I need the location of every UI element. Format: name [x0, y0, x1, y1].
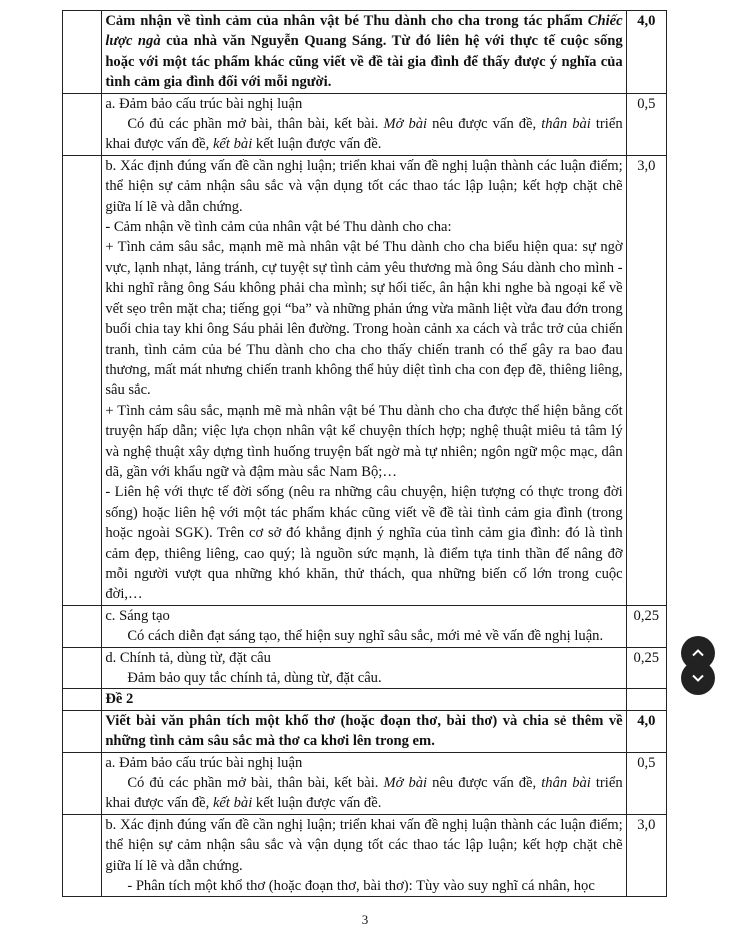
scroll-down-button[interactable] — [681, 661, 715, 695]
question-text: Viết bài văn phân tích một khổ thơ (hoặc đoạn thơ, bài thơ) và chia sẻ thêm về những tình cảm sâu sắc mà thơ ca khơi lên trong em. — [102, 710, 626, 752]
body-text: kết luận được vấn đề. — [252, 136, 382, 153]
section-heading: Đề 2 — [102, 689, 626, 710]
criterion-title: a. Đảm bảo cấu trúc bài nghị luận — [105, 754, 303, 771]
criterion-cell — [102, 647, 626, 689]
criterion-point: + Tình cảm sâu sắc, mạnh mẽ mà nhân vật bé Thu dành cho cha biểu hiện qua: sự ngờ vực, lạnh nhạt, lảng tránh, cự tuyệt sự tình cảm yêu thương mà ông Sáu dành cho mình - khi nghĩ rằng ông Sáu không phải cha mình; sự hối tiếc, ân hận khi nghe bà ngoại kể về vết sẹo trên mặt cha; tiếng gọi “ba” và những phản ứng vừa mãnh liệt vừa đau đớn trong buổi chia tay khi ông Sáu phải lên đường. Trong hoàn cảnh xa cách và trắc trở của chiến tranh, tình cảm của bé Thu dành cho cha cho thấy chiến tranh có thể gây ra bao đau thương, mất mát nhưng chiến tranh không thể hủy diệt tình cha con đẹp đẽ, thiêng liêng, sâu sắc. — [105, 239, 623, 399]
score-cell: 0,5 — [626, 93, 666, 155]
blank-cell — [63, 605, 102, 647]
criterion-title: b. Xác định đúng vấn đề cần nghị luận; triển khai vấn đề nghị luận thành các luận điểm; thể hiện sự cảm nhận sâu sắc và vận dụng tốt các thao tác lập luận; kết hợp chặt chẽ giữa lí lẽ và dẫn chứng. — [105, 816, 623, 874]
table-row — [63, 647, 667, 689]
table-row — [63, 11, 667, 94]
grading-table — [62, 10, 667, 897]
criterion-cell — [102, 93, 626, 155]
criterion-cell — [102, 155, 626, 605]
body-italic: Mở bài — [383, 775, 428, 792]
score-cell: 0,25 — [626, 605, 666, 647]
body-text: nêu được vấn đề, — [427, 116, 542, 133]
body-italic: Mở bài — [383, 116, 428, 133]
criterion-body — [105, 773, 622, 814]
blank-cell — [63, 689, 102, 710]
criterion-title: b. Xác định đúng vấn đề cần nghị luận; triển khai vấn đề nghị luận thành các luận điểm; thể hiện sự cảm nhận sâu sắc và vận dụng tốt các thao tác lập luận; kết hợp chặt chẽ giữa lí lẽ và dẫn chứng. — [105, 157, 623, 215]
criterion-point: - Liên hệ với thực tế đời sống (nêu ra những câu chuyện, hiện tượng có thực trong đời sống) hoặc liên hệ với một tác phẩm khác cũng viết về đề tài tình cảm gia đình (trong hoặc ngoài SGK). Trên cơ sở đó khẳng định ý nghĩa của tình cảm gia đình: đó là tình cảm đẹp, thiêng liêng, cao quý; là nguồn sức mạnh, là điểm tựa tinh thần để nâng đỡ mỗi người vượt qua những khó khăn, thử thách, qua những biến cố lớn trong cuộc đời,… — [105, 484, 623, 603]
score-cell: 4,0 — [626, 710, 666, 752]
body-italic: thân bài — [541, 775, 591, 792]
table-row — [63, 752, 667, 814]
table-row — [63, 710, 667, 752]
page-number: 3 — [361, 912, 369, 927]
blank-cell — [63, 155, 102, 605]
score-cell: 0,5 — [626, 752, 666, 814]
criterion-title: c. Sáng tạo — [105, 607, 170, 624]
blank-cell — [63, 752, 102, 814]
table-row — [63, 605, 667, 647]
score-cell: 4,0 — [626, 11, 666, 94]
criterion-title: d. Chính tả, dùng từ, đặt câu — [105, 649, 271, 666]
score-cell: 3,0 — [626, 814, 666, 897]
blank-cell — [63, 647, 102, 689]
table-row — [63, 814, 667, 897]
criterion-point: - Phân tích một khổ thơ (hoặc đoạn thơ, bài thơ): Tùy vào suy nghĩ cá nhân, học — [127, 878, 595, 895]
score-cell — [626, 689, 666, 710]
body-text: kết luận được vấn đề. — [252, 795, 382, 812]
criterion-point: - Cảm nhận về tình cảm của nhân vật bé Thu dành cho cha: — [105, 219, 452, 236]
table-row — [63, 689, 667, 710]
blank-cell — [63, 93, 102, 155]
question-text-cont: của nhà văn Nguyễn Quang Sáng. Từ đó liên hệ với thực tế cuộc sống hoặc với một tác phẩm khác cũng viết về đề tài gia đình để thấy được ý nghĩa của tình cảm gia đình đối với mỗi người. — [105, 33, 623, 91]
criterion-cell — [102, 605, 626, 647]
score-cell: 0,25 — [626, 647, 666, 689]
table-row — [63, 93, 667, 155]
criterion-title: a. Đảm bảo cấu trúc bài nghị luận — [105, 95, 303, 112]
chevron-down-icon — [691, 671, 705, 685]
score-cell: 3,0 — [626, 155, 666, 605]
blank-cell — [63, 814, 102, 897]
blank-cell — [63, 11, 102, 94]
criterion-cell — [102, 814, 626, 897]
body-italic: kết bài — [212, 795, 253, 812]
body-text: triển khai được vấn đề, — [105, 775, 623, 812]
criterion-body: Có cách diễn đạt sáng tạo, thể hiện suy nghĩ sâu sắc, mới mẻ về vấn đề nghị luận. — [127, 628, 604, 645]
body-text: Có đủ các phần mở bài, thân bài, kết bài. — [127, 116, 384, 133]
criterion-point: + Tình cảm sâu sắc, mạnh mẽ mà nhân vật bé Thu dành cho cha được thể hiện bằng cốt truyện hấp dẫn; việc lựa chọn nhân vật kể chuyện thích hợp; nghệ thuật miêu tả tâm lý và nghệ thuật xây dựng tình huống truyện bất ngờ mà tự nhiên; ngôn ngữ mộc mạc, dân dã, gần với khẩu ngữ và đậm màu sắc Nam Bộ;… — [105, 402, 623, 480]
table-row — [63, 155, 667, 605]
blank-cell — [63, 710, 102, 752]
criterion-body — [105, 114, 622, 155]
criterion-cell — [102, 752, 626, 814]
body-italic: thân bài — [541, 116, 591, 133]
body-italic: kết bài — [212, 136, 253, 153]
body-text: nêu được vấn đề, — [427, 775, 542, 792]
body-text: triển khai được vấn đề, — [105, 116, 623, 153]
chevron-up-icon — [691, 646, 705, 660]
criterion-body: Đảm bảo quy tắc chính tả, dùng từ, đặt câu. — [127, 670, 382, 686]
body-text: Có đủ các phần mở bài, thân bài, kết bài. — [127, 775, 384, 792]
work-title: Chiếc lược ngà — [105, 13, 623, 50]
question-text: Cảm nhận về tình cảm của nhân vật bé Thu dành cho cha trong tác phẩm — [105, 13, 583, 29]
question-cell — [102, 11, 626, 94]
